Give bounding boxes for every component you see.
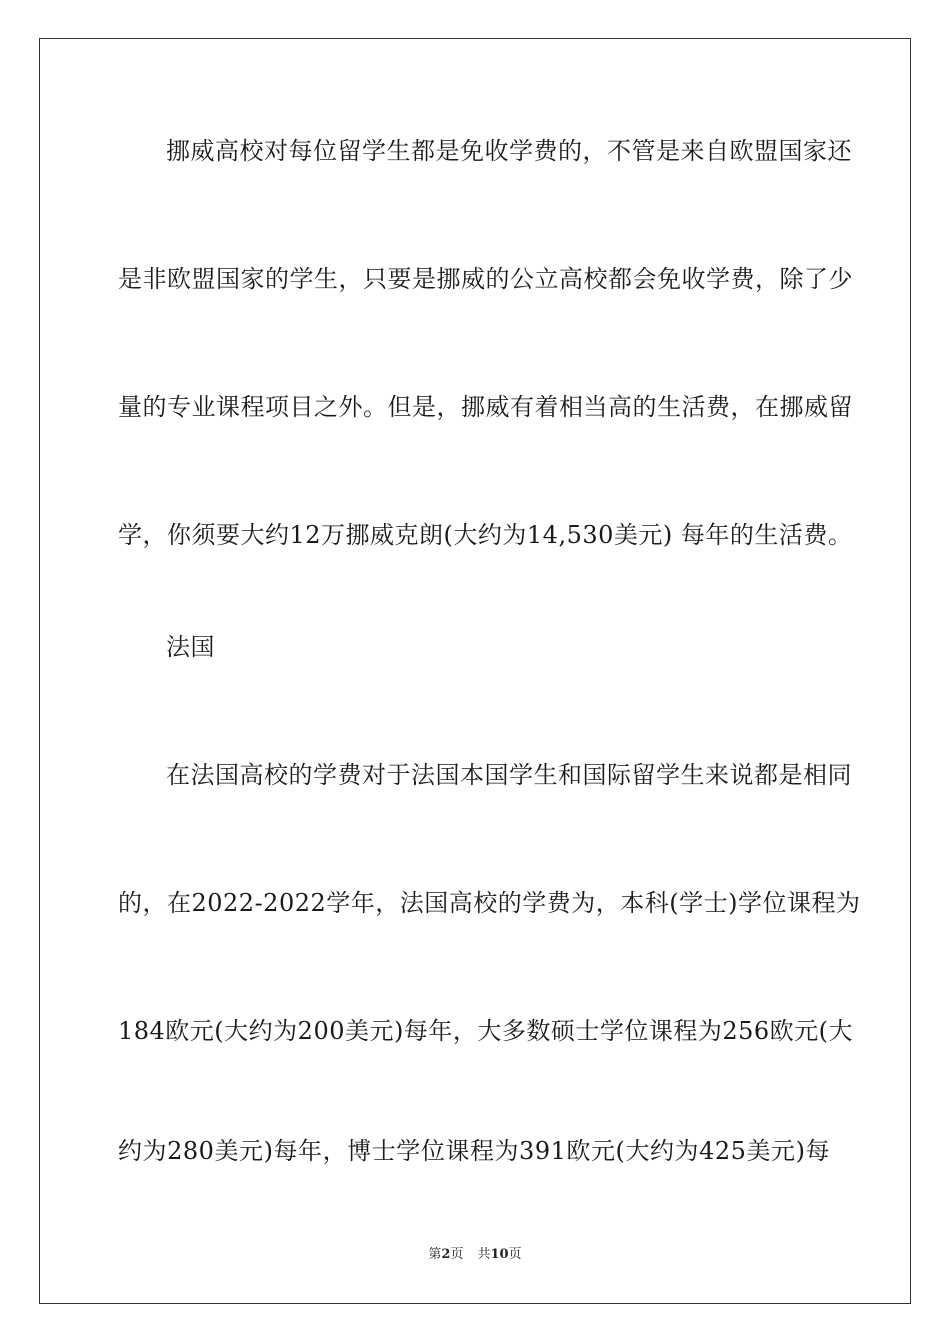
paragraph-line-6: 的，在2022-2022学年，法国高校的学费为，本科(学士)学位课程为 — [118, 889, 861, 917]
page-footer — [0, 1247, 950, 1263]
paragraph-line-8: 约为280美元)每年，博士学位课程为391欧元(大约为425美元)每 — [118, 1137, 830, 1165]
page-total-suffix: 页 — [508, 1247, 522, 1262]
page-total-prefix: 共 — [477, 1247, 491, 1262]
page-number-suffix: 页 — [450, 1247, 464, 1262]
paragraph-line-5: 在法国高校的学费对于法国本国学生和国际留学生来说都是相同 — [166, 761, 852, 789]
paragraph-line-7: 184欧元(大约为200美元)每年，大多数硕士学位课程为256欧元(大 — [118, 1017, 854, 1045]
page-number-total: 10 — [490, 1247, 509, 1262]
page-border — [39, 38, 911, 1304]
paragraph-line-1: 挪威高校对每位留学生都是免收学费的，不管是来自欧盟国家还 — [166, 137, 852, 165]
page-number-current: 2 — [441, 1247, 451, 1262]
paragraph-line-3: 量的专业课程项目之外。但是，挪威有着相当高的生活费，在挪威留 — [118, 393, 853, 421]
page-number-prefix: 第 — [428, 1247, 442, 1262]
paragraph-line-4: 学，你须要大约12万挪威克朗(大约为14,530美元) 每年的生活费。 — [118, 521, 853, 549]
paragraph-line-2: 是非欧盟国家的学生，只要是挪威的公立高校都会免收学费，除了少 — [118, 265, 853, 293]
section-heading-france: 法国 — [166, 633, 215, 661]
